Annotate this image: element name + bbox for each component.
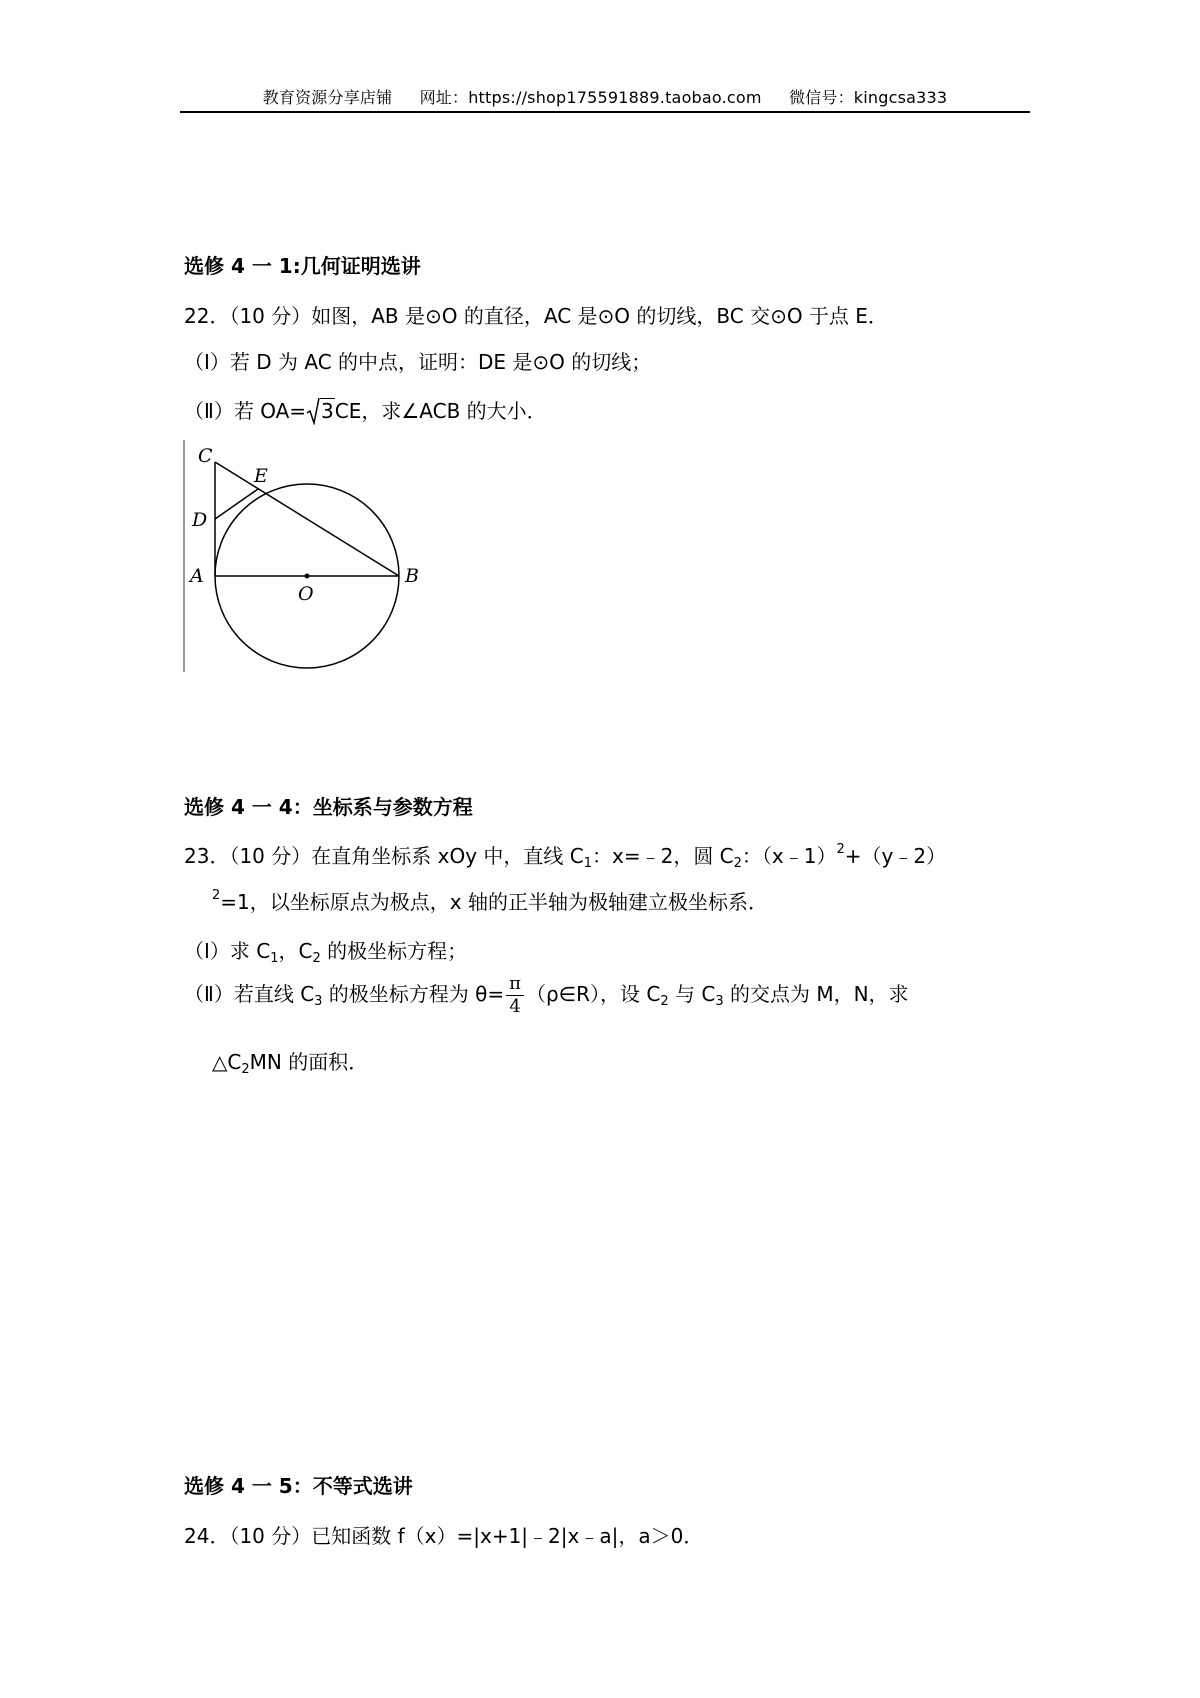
superscript: 2 [836, 842, 845, 857]
q23-line1-a: 23．（10 分）在直角坐标系 xOy 中，直线 C [184, 844, 584, 868]
q22-part2-post: CE，求∠ACB 的大小． [334, 399, 547, 423]
q23-part2 [184, 973, 909, 1018]
header-rule [180, 111, 1030, 113]
circle-tangent-figure [180, 440, 440, 684]
q22-stem: 22．（10 分）如图，AB 是⊙O 的直径，AC 是⊙O 的切线，BC 交⊙O 于点 E． [184, 304, 888, 328]
q23-part2-a: （Ⅱ）若直线 C [184, 982, 315, 1006]
q23-part2-g: MN 的面积． [249, 1050, 369, 1074]
header-wechat: 微信号：kingcsa333 [788, 88, 948, 107]
label-a: A [190, 565, 204, 587]
q23-line1-d: +（y﹣2） [844, 844, 947, 868]
q23-part2-e: 的交点为 M，N，求 [723, 982, 909, 1006]
subscript: 1 [583, 856, 592, 871]
center-point-o [305, 574, 310, 579]
q23-part1-a: （Ⅰ）求 C [184, 939, 271, 963]
q23-line1-b: ：x=﹣2，圆 C [592, 844, 734, 868]
q23-line1 [184, 840, 946, 871]
segment-bc [215, 462, 399, 576]
label-b: B [405, 565, 419, 587]
segment-de [215, 489, 258, 519]
q23-part2-f: △C [212, 1050, 242, 1074]
fraction-pi-over-4 [506, 973, 524, 1018]
q23-line1-c: ：（x﹣1） [741, 844, 837, 868]
subscript: 1 [270, 951, 279, 966]
q23-part1-c: 的极坐标方程； [320, 939, 468, 963]
q23-part2-c: （ρ∈R），设 C [526, 982, 661, 1006]
section-title-geometry: 选修 4 一 1:几何证明选讲 [184, 254, 421, 278]
subscript: 2 [241, 1062, 250, 1077]
label-c: C [198, 445, 213, 467]
subscript: 2 [312, 951, 321, 966]
q23-part2-d: 与 C [668, 982, 716, 1006]
section-title-coordinates: 选修 4 一 4：坐标系与参数方程 [184, 795, 473, 819]
q23-part1-b: ，C [278, 939, 313, 963]
q23-line2-text: =1，以坐标原点为极点，x 轴的正半轴为极轴建立极坐标系． [220, 890, 768, 914]
q22-part1: （Ⅰ）若 D 为 AC 的中点，证明：DE 是⊙O 的切线； [184, 350, 652, 374]
fraction-numerator: π [506, 973, 524, 996]
q22-radicand: 3 [321, 399, 334, 423]
section-title-inequality: 选修 4 一 5：不等式选讲 [184, 1474, 413, 1498]
q22-part2-pre: （Ⅱ）若 OA= [184, 399, 307, 423]
page-header [0, 85, 1200, 108]
label-o: O [298, 583, 314, 605]
subscript: 3 [715, 994, 724, 1009]
header-url: 网址：https://shop175591889.taobao.com [419, 88, 762, 107]
fraction-denominator: 4 [509, 996, 521, 1017]
superscript: 2 [212, 888, 221, 903]
label-e: E [254, 465, 268, 487]
q24-stem: 24．（10 分）已知函数 f（x）=|x+1|﹣2|x﹣a|，a＞0． [184, 1524, 704, 1548]
q23-part2-cont [212, 1046, 368, 1077]
sqrt-symbol [306, 399, 335, 423]
subscript: 2 [660, 994, 669, 1009]
q23-line2 [212, 886, 768, 915]
q23-part2-b: 的极坐标方程为 θ= [322, 982, 505, 1006]
q23-part1 [184, 935, 467, 966]
q22-part2 [184, 395, 547, 424]
header-shop: 教育资源分享店铺 [262, 88, 393, 107]
subscript: 2 [733, 856, 742, 871]
label-d: D [192, 509, 208, 531]
subscript: 3 [314, 994, 323, 1009]
